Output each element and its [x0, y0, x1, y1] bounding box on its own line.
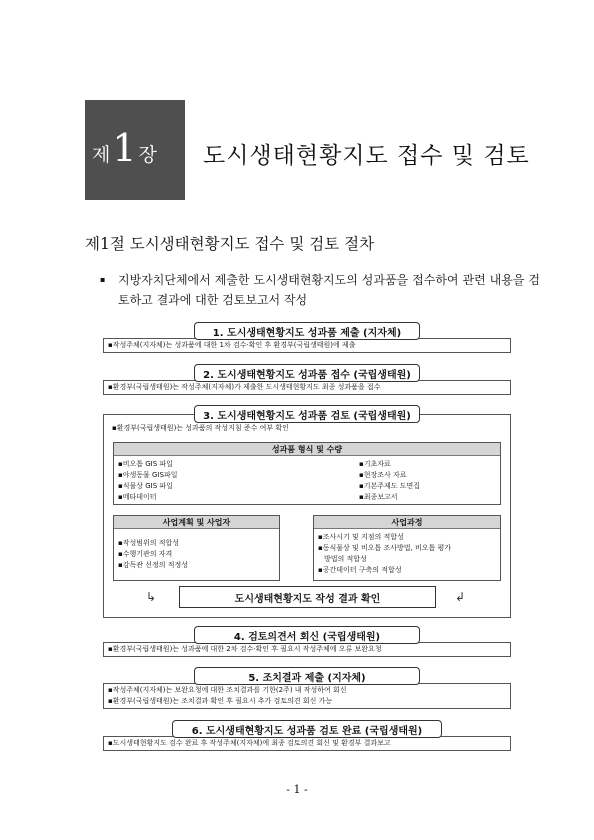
step1-title: 1. 도시생태현황지도 성과품 제출 (지자체)	[194, 322, 420, 340]
list-item: ▪기본주제도 도면집	[359, 482, 421, 490]
list-item: ▪작성범위의 적합성	[118, 539, 180, 547]
chapter-number: 1	[112, 126, 137, 170]
arrow-right-icon: ↲	[455, 590, 466, 604]
step5-desc	[103, 683, 511, 709]
step1-desc: ▪작성주체(지자체)는 성과품에 대한 1차 검수·확인 후 환경부(국립생태원)에 제출	[103, 338, 511, 353]
step6-title: 6. 도시생태현황지도 성과품 검토 완료 (국립생태원)	[172, 720, 442, 738]
list-item: ▪최종보고서	[359, 493, 398, 501]
intro-bullet: ▪	[100, 275, 106, 284]
result-box: 도시생태현황지도 작성 결과 확인	[179, 586, 436, 608]
process-header: 사업과정	[314, 516, 500, 529]
list-item: ▪수행기관의 자격	[118, 550, 173, 558]
list-item: ▪비오톱 GIS 파일	[118, 460, 173, 468]
step5-desc-line: ▪작성주체(지자체)는 보완요청에 대한 조치결과를 기한(2주) 내 작성하여 회신	[108, 686, 347, 694]
step4-desc: ▪환경부(국립생태원)는 성과품에 대한 2차 검수·확인 후 필요시 작성주체에 오류 보완요청	[103, 642, 511, 657]
chapter-suffix: 장	[138, 144, 157, 166]
chapter-prefix: 제	[92, 144, 111, 166]
process-box	[313, 515, 501, 581]
list-item: ▪공간데이터 구축의 적합성	[318, 566, 402, 574]
list-item: ▪메타데이터	[118, 493, 157, 501]
formats-box	[113, 442, 501, 505]
formats-left-list	[118, 459, 307, 503]
step6-desc: ▪도시생태현황지도 검수 완료 후 작성주체(지자체)에 최종 검토의견 회신 및 환경부 결과보고	[103, 736, 511, 751]
step2-title: 2. 도시생태현황지도 성과품 접수 (국립생태원)	[194, 364, 420, 382]
intro-paragraph	[100, 270, 540, 310]
step5-title: 5. 조치결과 제출 (지자체)	[194, 667, 420, 685]
step2-desc: ▪환경부(국립생태원)는 작성주체(지자체)가 제출한 도시생태현황지도 최종 성과품을 접수	[103, 380, 511, 395]
chapter-title: 도시생태현황지도 접수 및 검토	[203, 143, 530, 169]
list-item: ▪식물상 GIS 파일	[118, 482, 173, 490]
chapter-label	[92, 126, 157, 170]
step4-title: 4. 검토의견서 회신 (국립생태원)	[194, 626, 420, 644]
list-item: ▪야생동물 GIS파일	[118, 471, 178, 479]
arrow-left-icon: ↳	[146, 590, 157, 604]
list-item: 방법의 적합성	[324, 555, 367, 563]
list-item: ▪감독관 선정의 적정성	[118, 561, 189, 569]
step5-desc-line: ▪환경부(국립생태원)는 조치결과 확인 후 필요시 추가 검토의견 회신 가능	[108, 697, 333, 705]
formats-right-list	[307, 459, 496, 503]
list-item: ▪조사시기 및 지점의 적합성	[318, 533, 404, 541]
step3-title: 3. 도시생태현황지도 성과품 검토 (국립생태원)	[194, 405, 420, 423]
section-title: 제1절 도시생태현황지도 접수 및 검토 절차	[85, 235, 375, 253]
plan-header: 사업계획 및 사업자	[114, 516, 279, 529]
list-item: ▪기초자료	[359, 460, 391, 468]
list-item: ▪현장조사 자료	[359, 471, 407, 479]
step3-desc: ▪환경부(국립생태원)는 성과품의 작성지침 준수 여부 확인	[108, 422, 293, 435]
page-number: - 1 -	[286, 783, 308, 796]
list-item: ▪동식물상 및 비오톱 조사방법, 비오톱 평가	[318, 544, 452, 552]
formats-header: 성과품 형식 및 수량	[114, 443, 500, 456]
plan-box	[113, 515, 280, 581]
intro-text: 지방자치단체에서 제출한 도시생태현황지도의 성과품을 접수하여 관련 내용을 검토하고 결과에 대한 검토보고서 작성	[118, 273, 540, 307]
